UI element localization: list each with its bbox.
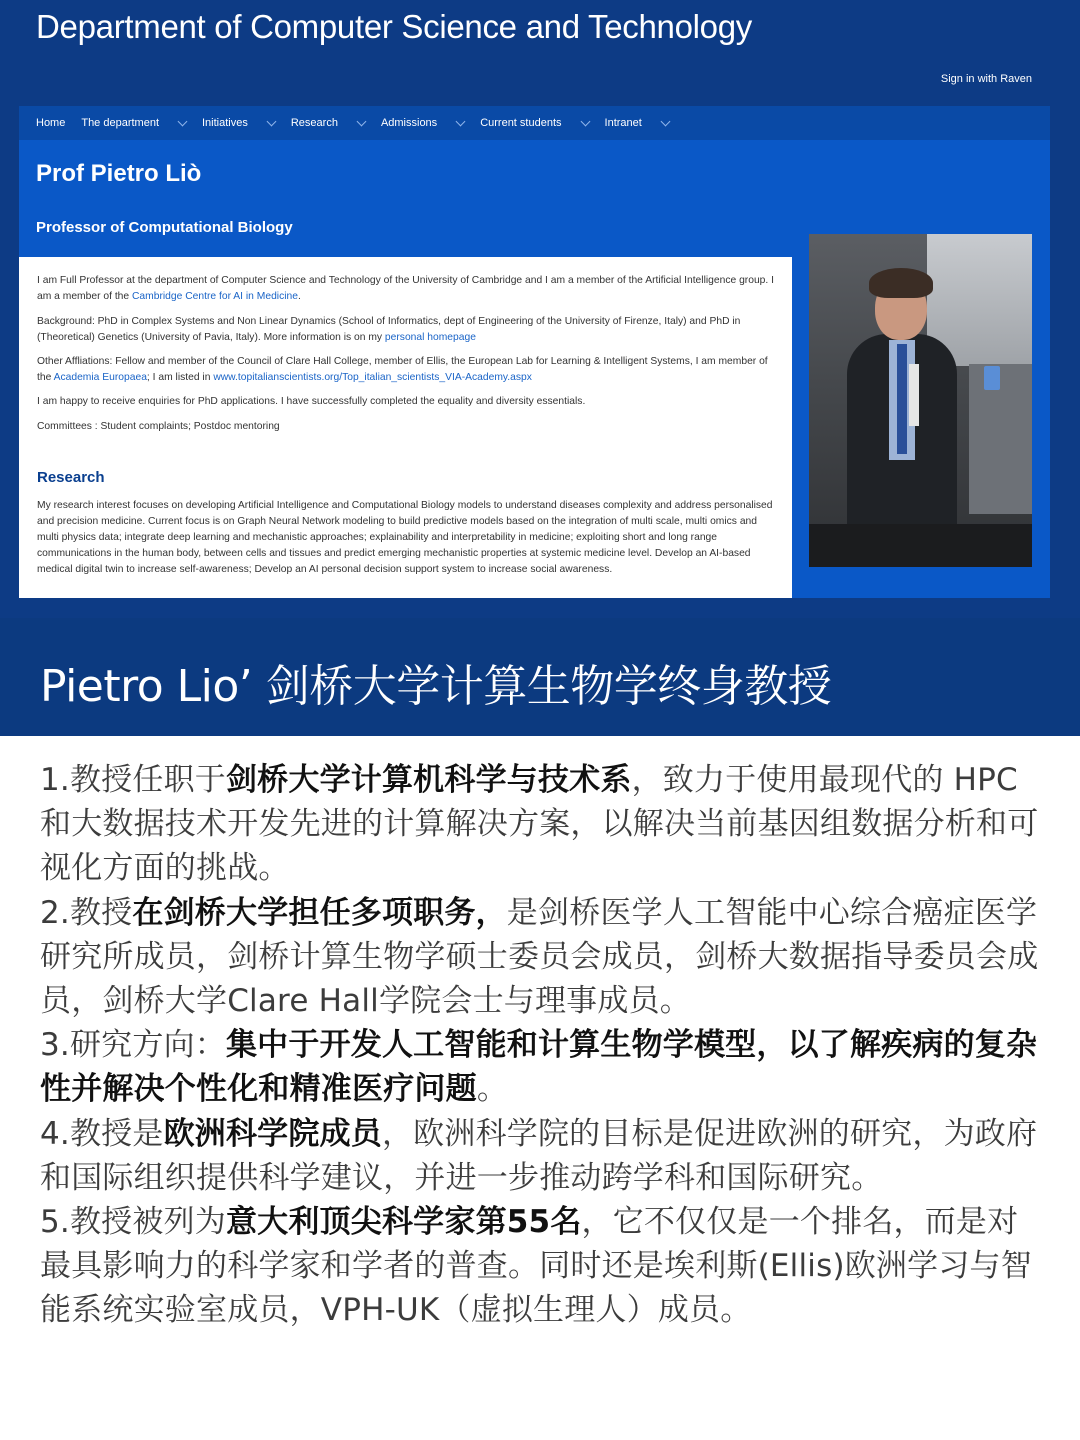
research-paragraph: My research interest focuses on developing Artificial Intelligence and Computational Biology models to understand diseases complexity and address personalised and precision medicine. Current focus is on Graph Neural Network modeling to build predictive models based on the integration of multi scale, multi omics and multi physics data; integrate deep learning and mechanistic approaches; explainability and interpretability in medicine; exploiting short and long range communications in the human body, between cells and tissues and predict emerging mechanistic properties at systemic medicine level. Develop an AI-based medical digital twin to increase self-awareness; Develop an AI personal decision support system to increase social awareness. (37, 500, 773, 575)
photo-person-tie (897, 344, 907, 454)
point-text: 4.教授是 (40, 1115, 164, 1152)
photo-wall-panel (969, 364, 1032, 514)
chevron-down-icon[interactable] (178, 116, 188, 126)
point-highlight: 在剑桥大学担任多项职务， (132, 894, 507, 931)
point-highlight: 欧洲科学院成员 (163, 1115, 382, 1152)
point-text: ，它不仅仅是一个排名，而是对最具影响力的科学家和学者的普查。同时还是埃利斯(Ellis)欧洲学习与智能系统实验室成员，VPH-UK（虚拟生理人）成员。 (40, 1204, 1032, 1329)
nav-label[interactable]: The department (81, 117, 159, 129)
nav-label[interactable]: Initiatives (202, 117, 248, 129)
main-nav (19, 106, 1050, 140)
personal-homepage-link[interactable]: personal homepage (384, 332, 476, 343)
photo-person-lanyard (909, 364, 919, 426)
point-5 (40, 1200, 1045, 1333)
sign-in-link[interactable]: Sign in with Raven (940, 73, 1032, 85)
affiliations-text: ; I am listed in (146, 372, 214, 383)
point-highlight: 集中于开发人工智能和计算生物学模型，以了解疾病的复杂性并解决个性化和精准医疗问题 (40, 1027, 1038, 1108)
committees-paragraph: Committees : Student complaints; Postdoc mentoring (37, 421, 280, 432)
post-title: Pietro Lio’ 剑桥大学计算生物学终身教授 (40, 661, 832, 712)
point-1 (40, 758, 1045, 891)
nav-item-current-students[interactable] (480, 117, 588, 129)
point-text: ，致力于使用最现代的 HPC 和大数据技术开发先进的计算解决方案，以解决当前基因组数据分析和可视化方面的挑战。 (40, 762, 1039, 887)
background-paragraph (37, 314, 777, 346)
nav-item-admissions[interactable] (381, 117, 464, 129)
nav-label[interactable]: Current students (480, 117, 562, 129)
bio-text: . (297, 291, 301, 302)
nav-label[interactable]: Home (36, 117, 66, 129)
ai-medicine-link[interactable]: Cambridge Centre for AI in Medicine (132, 291, 298, 302)
nav-item-home[interactable] (36, 117, 65, 129)
chevron-down-icon[interactable] (456, 116, 466, 126)
profile-photo (809, 234, 1032, 567)
nav-item-the-department[interactable] (81, 117, 186, 129)
point-text: 是剑桥医学人工智能中心综合癌症医学研究所成员，剑桥计算生物学硕士委员会成员，剑桥大数据指导委员会成员，剑桥大学Clare Hall学院会士与理事成员。 (40, 894, 1039, 1020)
photo-desk (809, 524, 1032, 567)
affiliations-text: Other Affliations: Fellow and member of the Council of Clare Hall College, member of Ellis, the European Lab for Learning & Intelligent Systems, I am member of the (37, 356, 768, 383)
nav-label[interactable]: Research (290, 117, 338, 129)
point-text: 2.教授 (40, 894, 133, 931)
point-text: 。 (476, 1071, 509, 1108)
nav-label[interactable]: Admissions (380, 117, 438, 129)
point-text: 1.教授任职于 (40, 762, 226, 798)
photo-person-hair (869, 268, 933, 298)
bio-paragraph (37, 273, 777, 305)
nav-item-research[interactable] (291, 117, 365, 129)
top-scientists-link[interactable]: www.topitalianscientists.org/Top_italian_scientists_VIA-Academy.aspx (213, 372, 532, 383)
academia-europaea-link[interactable]: Academia Europaea (53, 372, 147, 383)
department-title: Department of Computer Science and Technology (36, 8, 752, 45)
web-page-screenshot (0, 0, 1080, 618)
affiliations-paragraph (37, 354, 777, 386)
phd-enquiries-paragraph: I am happy to receive enquiries for PhD applications. I have successfully completed the equality and diversity essentials. (37, 396, 586, 407)
nav-item-initiatives[interactable] (202, 117, 275, 129)
chevron-down-icon[interactable] (580, 116, 590, 126)
profile-name: Prof Pietro Liò (36, 160, 202, 187)
point-text: 5.教授被列为 (40, 1204, 226, 1241)
point-text: ，欧洲科学院的目标是促进欧洲的研究，为政府和国际组织提供科学建议，并进一步推动跨学科和国际研究。 (40, 1115, 1038, 1196)
background-text: Background: PhD in Complex Systems and Non Linear Dynamics (School of Informatics, dept of Engineering of the University of Firenze, Italy) and PhD in (Theoretical) Genetics (University of Pavia, Italy). More information is on my (37, 316, 741, 343)
photo-sign (984, 366, 1000, 390)
research-heading: Research (37, 469, 105, 486)
chevron-down-icon[interactable] (356, 116, 366, 126)
point-3 (40, 1023, 1045, 1111)
post-body (40, 758, 1045, 1333)
chevron-down-icon[interactable] (266, 116, 276, 126)
profile-role: Professor of Computational Biology (36, 219, 293, 236)
point-2 (40, 891, 1045, 1024)
chevron-down-icon[interactable] (660, 116, 670, 126)
nav-item-intranet[interactable] (605, 117, 669, 129)
point-text: 3.研究方向： (40, 1027, 226, 1064)
point-highlight: 剑桥大学计算机科学与技术系 (225, 762, 632, 798)
point-4 (40, 1112, 1045, 1200)
nav-label[interactable]: Intranet (604, 117, 642, 129)
bio-text: I am Full Professor at the department of Computer Science and Technology of the University of Cambridge and I am a member of the Artificial Intelligence group. I am a member of the (37, 275, 774, 302)
point-highlight: 意大利顶尖科学家第55名 (225, 1204, 582, 1241)
